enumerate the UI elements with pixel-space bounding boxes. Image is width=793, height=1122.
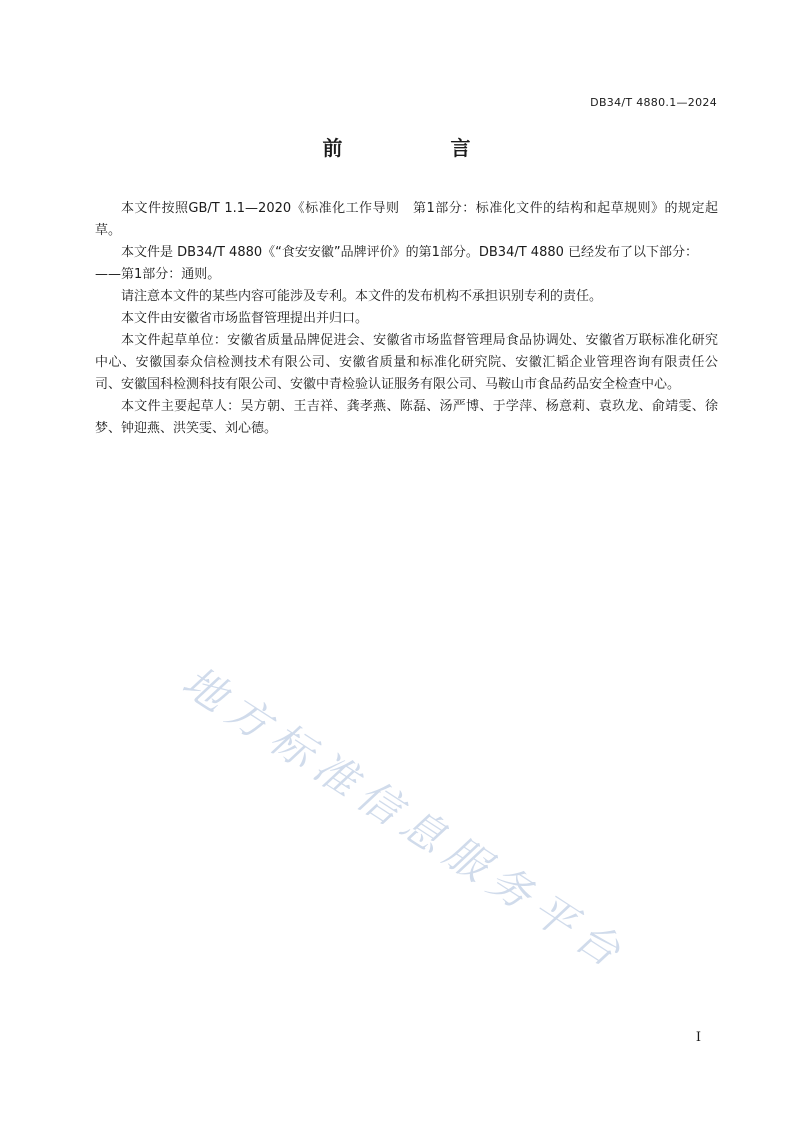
- paragraph-proposer: 本文件由安徽省市场监督管理提出并归口。: [121, 311, 369, 326]
- paragraph-drafting-units: 本文件起草单位：安徽省质量品牌促进会、安徽省市场监督管理局食品协调处、安徽省万联标准化研究中心、安徽国泰众信检测技术有限公司、安徽省质量和标准化研究院、安徽汇韬企业管理咨询有限责任公司、安徽国科检测科技有限公司、安徽中青检验认证服务有限公司、马鞍山市食品药品安全检查中心。: [95, 333, 718, 392]
- section-title: 前 言: [322, 136, 515, 160]
- paragraph-part-list: ——第1部分：通则。: [95, 267, 221, 282]
- paragraph-drafting-rules: 本文件按照GB/T 1.1—2020《标准化工作导则 第1部分：标准化文件的结构和起草规则》的规定起草。: [95, 201, 718, 238]
- foreword-body: [95, 198, 718, 440]
- page-number: I: [695, 1030, 701, 1045]
- watermark: 地方标准信息服务平台: [173, 656, 637, 982]
- paragraph-drafters: 本文件主要起草人：吴方朝、王吉祥、龚孝燕、陈磊、汤严博、于学萍、杨意莉、袁玖龙、俞靖雯、徐梦、钟迎燕、洪笑雯、刘心德。: [95, 399, 718, 436]
- paragraph-part-info: 本文件是 DB34/T 4880《“食安安徽”品牌评价》的第1部分。DB34/T 4880 已经发布了以下部分：: [121, 245, 699, 260]
- paragraph-patent-notice: 请注意本文件的某些内容可能涉及专利。本文件的发布机构不承担识别专利的责任。: [121, 289, 603, 304]
- document-code: DB34/T 4880.1—2024: [590, 96, 717, 109]
